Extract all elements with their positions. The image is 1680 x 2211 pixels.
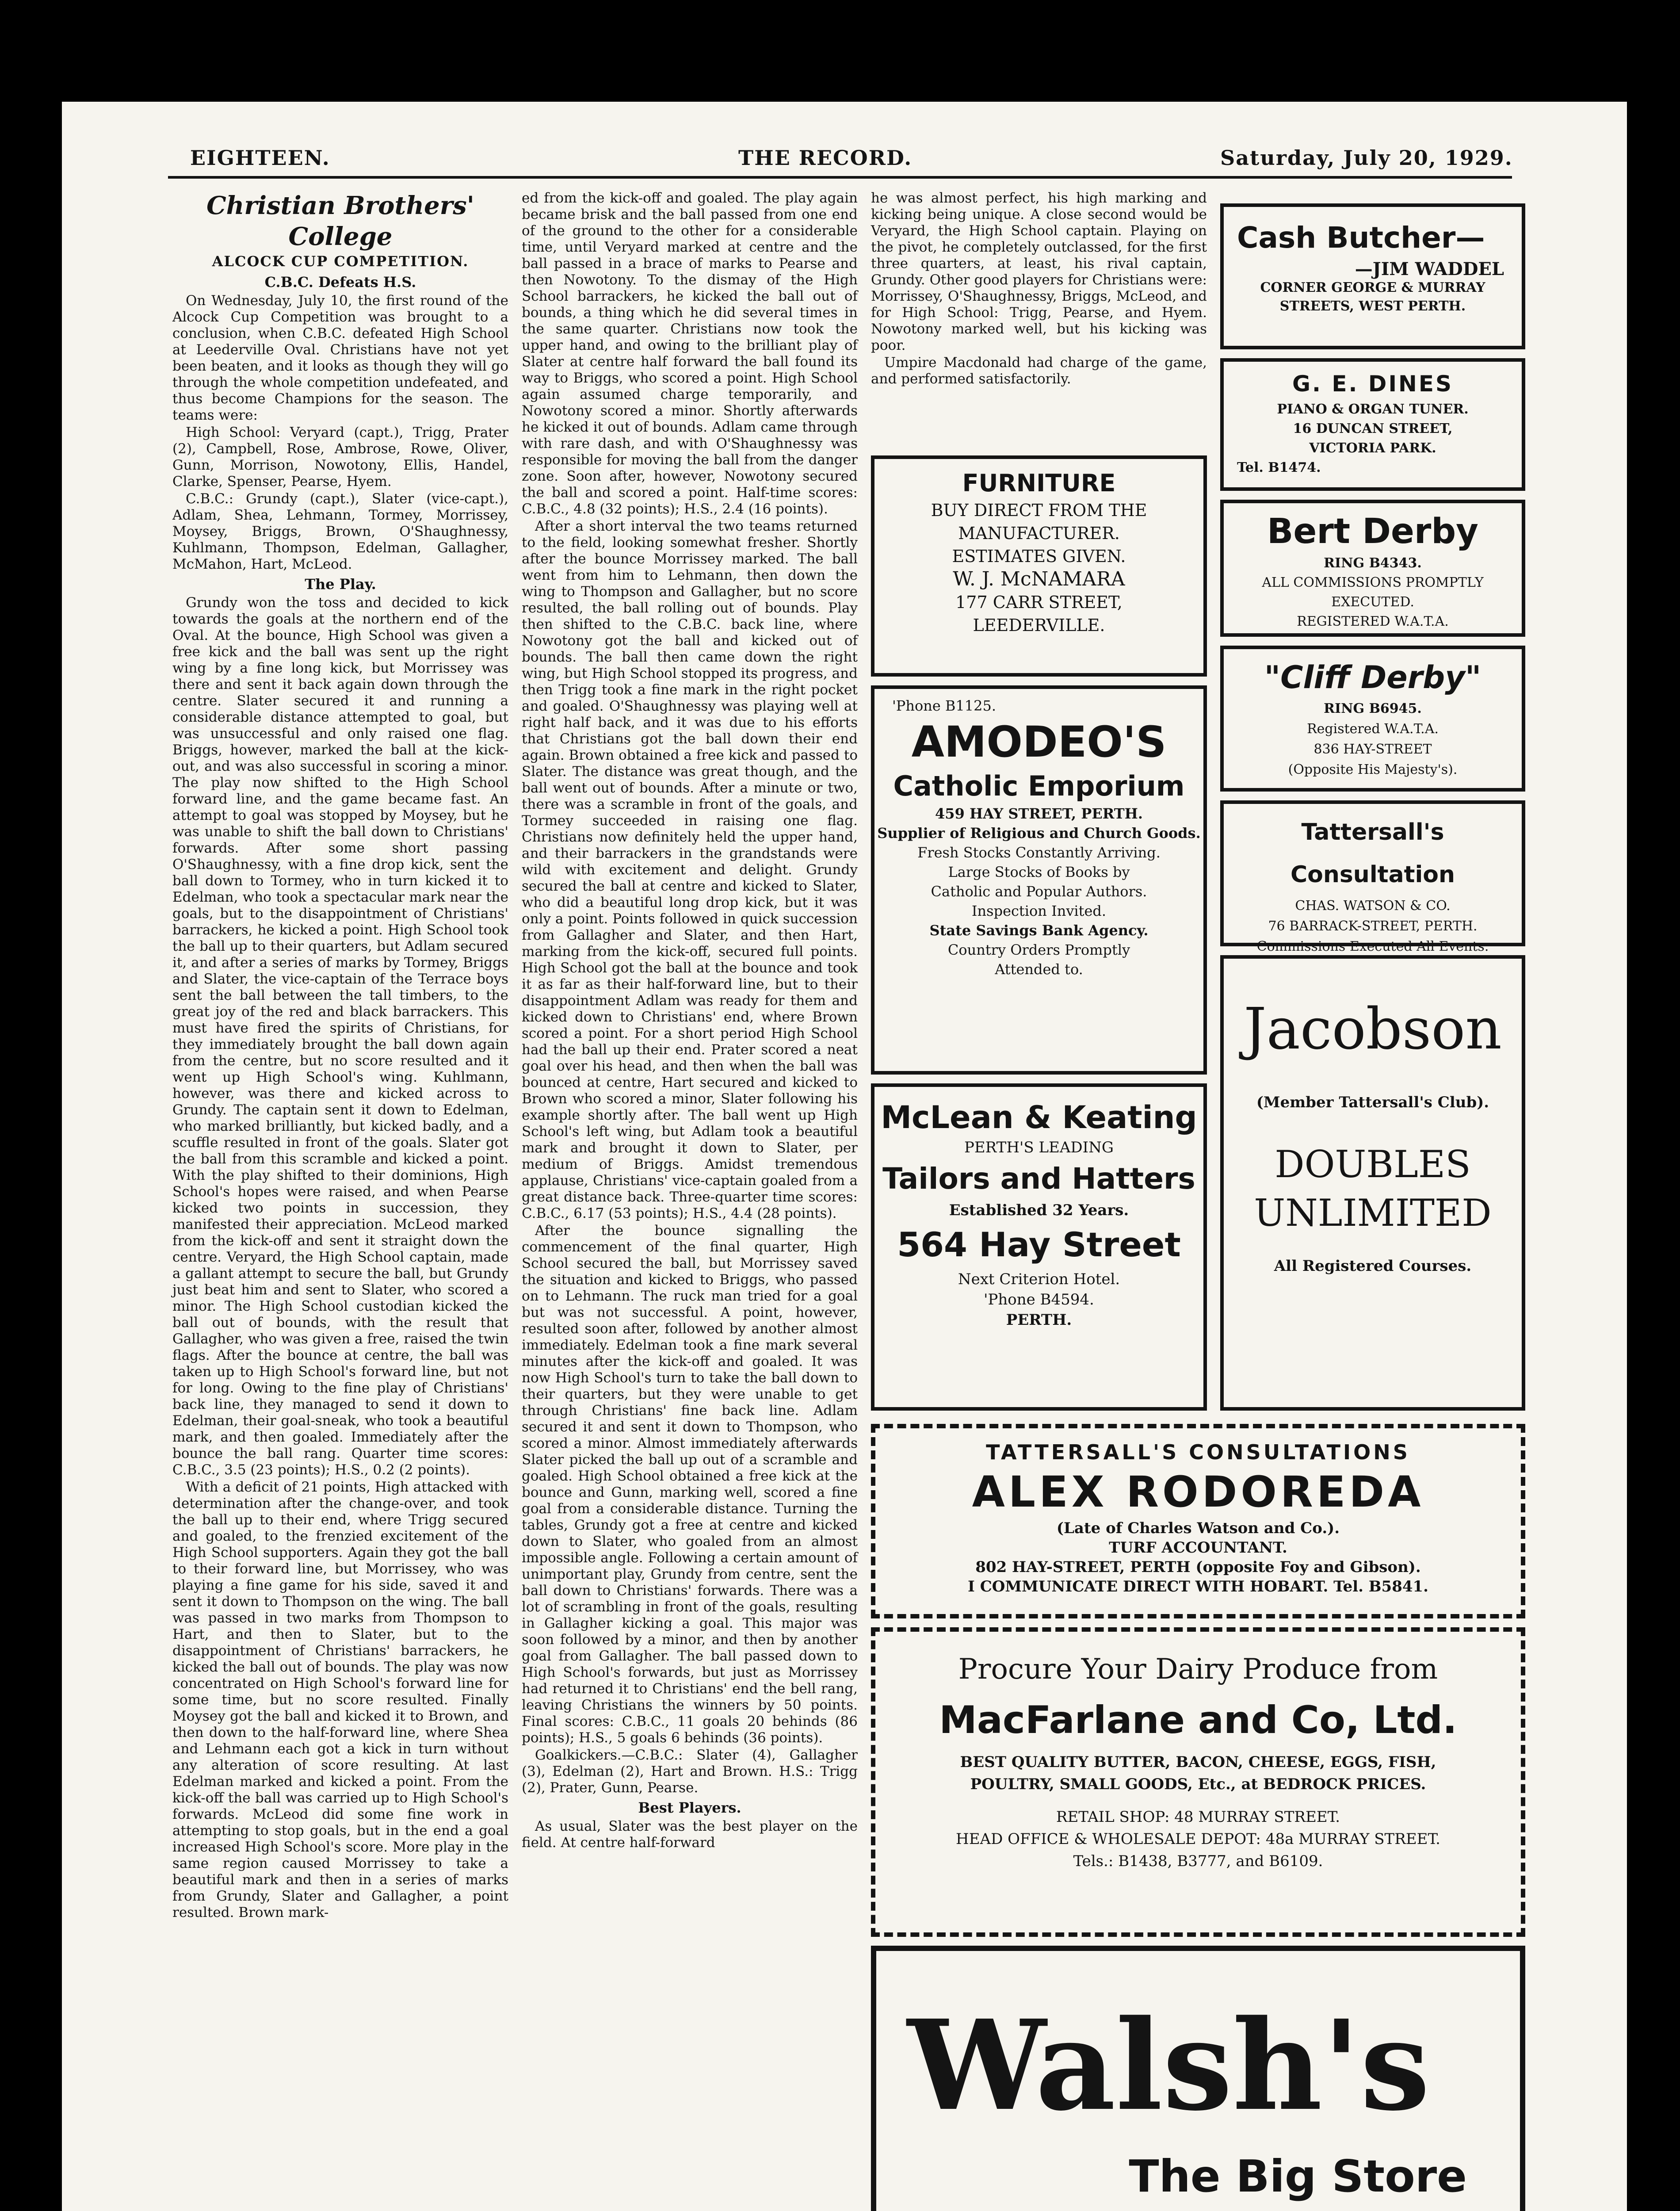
ad-line: Registered W.A.T.A. [1307, 721, 1439, 737]
ad-line: Supplier of Religious and Church Goods. [877, 825, 1201, 842]
ad-line: 459 HAY STREET, PERTH. [935, 805, 1143, 822]
ad-line: 'Phone B4594. [984, 1291, 1094, 1308]
ad-line [876, 2207, 1520, 2211]
ad-line: ALL COMMISSIONS PROMPTLY [1262, 575, 1484, 590]
ad-line: BUY DIRECT FROM THE [931, 501, 1147, 520]
ad-line: (Late of Charles Watson and Co.). [1056, 1519, 1340, 1537]
ad-title: McLean & Keating [881, 1099, 1197, 1136]
ad-cliff-derby [1220, 646, 1525, 792]
ad-tattersalls-consultation [1220, 800, 1525, 954]
ad-cash-butcher [1220, 203, 1525, 349]
ad-title: Walsh's [907, 1993, 1430, 2138]
newspaper-page [62, 102, 1627, 2211]
ad-line: All Registered Courses. [1274, 1257, 1472, 1275]
paragraph: With a deficit of 21 points, High attacked with determination after the change-over, and took the ball up to their end, where Trigg secured and goaled, to the frenzied excitement of the High School supporters. Again they got the ball to their forward line, but Morrissey, who was playing a fine game for his side, saved it and sent it down to Thompson on the wing. The ball was passed in two marks from Thompson to Hart, and then to Slater, but to the disappointment of Christians' barrackers, he kicked the ball out of bounds. The play was now concentrated on High School's forward line for some time, but no score resulted. Finally Moysey got the ball and kicked it to Brown, and then down to the half-forward line, where Shea and Lehmann each got a kick in turn without any alteration of score resulting. At last Edelman marked and kicked a point. From the kick-off the ball was carried up to High School's forwards. McLeod did some fine work in attempting to stop goals, but in the end a goal increased High School's score. More play in the same region caused Morrissey to take a beautiful mark and then in a series of marks from Grundy, Slater and Gallagher, a point resulted. Brown mark- [172, 1479, 508, 1920]
issue-date: Saturday, July 20, 1929. [1220, 146, 1513, 170]
ad-line: 802 HAY-STREET, PERTH (opposite Foy and Gibson). [975, 1558, 1421, 1576]
ad-line: Fresh Stocks Constantly Arriving. [917, 844, 1161, 861]
ad-mclean-keating [871, 1083, 1207, 1411]
ad-line: 836 HAY-STREET [1313, 742, 1432, 757]
paragraph: After the bounce signalling the commencement of the final quarter, High School secured the ball, but Morrissey saved the situation and kicked to Briggs, who passed on to Lehmann. The ruck man tried for a goal but was not successful. A point, however, resulted soon after, followed by another almost immediately. Edelman took a fine mark several minutes after the kick-off and goaled. It was now High School's turn to take the ball down to their quarters, but they were unable to get through Christians' fine back line. Adlam secured it and sent it down to Thompson, who scored a minor. Almost immediately afterwards Slater picked the ball up out of a scramble and goaled. High School obtained a free kick at the bounce and Gunn, marking well, scored a fine goal from a considerable distance. Turning the tables, Grundy got a free at centre and kicked down to Slater, who goaled from an almost impossible angle. Following a certain amount of unimportant play, Grundy from centre, sent the ball down to Christians' forwards. There was a lot of scrambling in front of the goals, resulting in Gallagher kicking a goal. This major was soon followed by a minor, and then by another goal from Gallagher. The ball passed down to High School's forwards, but just as Morrissey had returned it to Christians' end the bell rang, leaving Christians the winners by 50 points. Final scores: C.B.C., 11 goals 20 behinds (86 points); H.S., 5 goals 6 behinds (36 points). [522, 1223, 858, 1746]
ad-line: Inspection Invited. [971, 903, 1107, 919]
ad-line: Commissions Executed All Events. [1256, 939, 1489, 954]
ad-line: STREETS, WEST PERTH. [1279, 298, 1466, 314]
ad-line: MANUFACTURER. [958, 524, 1120, 543]
paragraph: ed from the kick-off and goaled. The play again became brisk and the ball passed from one end of the ground to the other for a considerable time, until Veryard marked at centre and the ball passed in a brace of marks to Pearse and then Nowotony. To the dismay of the High School barrackers, he kicked the ball out of bounds, a thing which he did several times in the same quarter. Christians now took the upper hand, and owing to the brilliant play of Slater at centre half forward the ball found its way to Briggs, who scored a point. High School again assumed charge temporarily, and Nowotony scored a minor. Shortly afterwards he kicked it out of bounds. Adlam came through with rare dash, and with O'Shaughnessy was responsible for moving the ball from the danger zone. Soon after, however, Nowotony secured the ball and scored a point. Half-time scores: C.B.C., 4.8 (32 points); H.S., 2.4 (16 points). [522, 190, 858, 517]
ad-title: "Cliff Derby" [1264, 659, 1481, 696]
ad-line: 177 CARR STREET, [955, 593, 1123, 612]
section-heading: Best Players. [638, 1799, 741, 1816]
ad-macfarlane [871, 1627, 1525, 1937]
ad-line: VICTORIA PARK. [1309, 440, 1436, 456]
ad-line: TATTERSALL'S CONSULTATIONS [986, 1440, 1410, 1464]
ad-line: PERTH. [1006, 1311, 1072, 1329]
ad-line: 16 DUNCAN STREET, [1293, 421, 1453, 436]
paragraph: C.B.C.: Grundy (capt.), Slater (vice-capt.), Adlam, Shea, Lehmann, Tormey, Morrissey, Moysey, Briggs, Brown, O'Shaughnessy, Kuhlmann, Thompson, Edelman, Gallagher, McMahon, Hart, McLeod. [172, 491, 508, 572]
ad-furniture [871, 455, 1207, 677]
ad-line: ESTIMATES GIVEN. [952, 547, 1126, 566]
ad-amodeo [871, 685, 1207, 1075]
ad-line: Large Stocks of Books by [948, 864, 1130, 880]
paragraph: he was almost perfect, his high marking and kicking being unique. A close second would be Veryard, the High School captain. Playing on the pivot, he completely outclassed, for the first three quarters, at least, his rival captain, Grundy. Other good players for Christians were: Morrissey, O'Shaughnessy, Briggs, McLeod, and for High School: Trigg, Pearse, and Hyem. Nowotony marked well, but his kicking was poor. [871, 190, 1207, 353]
ad-line: RING B4343. [1324, 555, 1422, 571]
ad-dines [1220, 358, 1525, 491]
ad-line: HEAD OFFICE & WHOLESALE DEPOT: 48a MURRAY STREET. [956, 1830, 1440, 1848]
paragraph: High School: Veryard (capt.), Trigg, Prater (2), Campbell, Rose, Ambrose, Rowe, Oliver, Gunn, Morrison, Nowotony, Ellis, Handel, Clarke, Spenser, Pearse, Hyem. [172, 425, 508, 490]
paragraph: Grundy won the toss and decided to kick towards the goals at the northern end of the Oval. At the bounce, High School was given a free kick and the ball was sent up the right wing by a fine long kick, but Morrissey was there and sent it back again down through the centre. Slater secured it and running a considerable distance attempted to goal, but was unsuccessful and only raised one flag. Briggs, however, marked the ball at the kick-out, and was also successful in scoring a minor. The play now shifted to the High School forward line, and the game became fast. An attempt to goal was stopped by Moysey, but he was unable to shift the ball down to Christians' forwards. After some short passing O'Shaughnessy, with a fine drop kick, sent the ball down to Tormey, who in turn kicked it to Edelman, who took a spectacular mark near the goals, but to the disappointment of Christians' barrackers, he kicked a point. High School took the ball up to their quarters, but Adlam secured it, and after a series of marks by Tormey, Briggs and Slater, the vice-captain of the Terrace boys sent the ball between the tall timbers, to the great joy of the red and black barrackers. This must have fired the spirits of Christians, for they immediately brought the ball down again from the centre, but no score resulted and it went up High School's wing. Kuhlmann, however, was there and kicked across to Grundy. The captain sent it down to Edelman, who marked brilliantly, but kicked badly, and a scuffle resulted in front of the goals. Slater got the ball from this scramble and kicked a point. With the play shifted to their dominions, High School's hopes were raised, and when Pearse kicked two points in succession, they manifested their appreciation. McLeod marked from the kick-off and sent it straight down the centre. Veryard, the High School captain, made a gallant attempt to secure the ball, but Grundy just beat him and sent to Slater, who scored a minor. The High School custodian kicked the ball out of bounds, with the result that Gallagher, who was given a free, raised the twin flags. After the bounce at centre, the ball was taken up to High School's forward line, but not for long. Owing to the fine play of Christians' back line, they managed to send it down to Edelman, their goal-sneak, who took a beautiful mark, and then goaled. Immediately after the bounce the ball rang. Quarter time scores: C.B.C., 3.5 (23 points); H.S., 0.2 (2 points). [172, 595, 508, 1478]
ad-title: G. E. DINES [1292, 371, 1454, 397]
ad-line: EXECUTED. [1331, 594, 1414, 610]
ad-line: Tels.: B1438, B3777, and B6109. [1073, 1852, 1323, 1870]
ad-line: LEEDERVILLE. [973, 616, 1105, 635]
article-column-1 [172, 190, 508, 1922]
ad-title: Cash Butcher— [1237, 221, 1485, 255]
article-column-2 [522, 190, 858, 1852]
ad-line: Established 32 Years. [949, 1201, 1129, 1219]
ad-line: CORNER GEORGE & MURRAY [1260, 280, 1485, 295]
ad-title: MacFarlane and Co, Ltd. [939, 1698, 1457, 1742]
ad-line: —JIM WADDEL [1355, 259, 1504, 279]
ad-line: REGISTERED W.A.T.A. [1297, 614, 1449, 629]
ad-line: DOUBLES [1275, 1143, 1471, 1186]
ad-subtitle: Tailors and Hatters [882, 1162, 1195, 1196]
ad-address: 564 Hay Street [897, 1225, 1181, 1264]
ad-line: 76 BARRACK-STREET, PERTH. [1268, 918, 1478, 934]
ad-line: Catholic and Popular Authors. [931, 883, 1147, 900]
ad-line: I COMMUNICATE DIRECT WITH HOBART. Tel. B5841. [968, 1578, 1428, 1595]
section-heading: The Play. [305, 576, 376, 593]
ad-alex-rodoreda [871, 1424, 1525, 1618]
ad-line: PIANO & ORGAN TUNER. [1277, 402, 1469, 417]
ad-line: TURF ACCOUNTANT. [1109, 1539, 1287, 1557]
header-rule [168, 176, 1512, 179]
ad-line: State Savings Bank Agency. [929, 922, 1149, 939]
paragraph: On Wednesday, July 10, the first round of the Alcock Cup Competition was brought to a conclusion, when C.B.C. defeated High School at Leederville Oval. Christians have not yet been beaten, and it looks as though they will go through the whole competition undefeated, and thus become Champions for the season. The teams were: [172, 293, 508, 423]
ad-title: Tattersall's Consultation [1290, 819, 1455, 888]
ad-title: ALEX RODOREDA [972, 1467, 1424, 1517]
ad-line: Next Criterion Hotel. [958, 1270, 1120, 1288]
paragraph: Umpire Macdonald had charge of the game, and performed satisfactorily. [871, 355, 1207, 387]
ad-title: Jacobson [1244, 996, 1502, 1062]
ad-line: (Opposite His Majesty's). [1288, 762, 1458, 777]
ad-line: BEST QUALITY BUTTER, BACON, CHEESE, EGGS, FISH, [960, 1753, 1436, 1771]
ad-line: RETAIL SHOP: 48 MURRAY STREET. [1056, 1808, 1340, 1826]
ad-line: Procure Your Dairy Produce from [958, 1653, 1438, 1686]
paragraph: As usual, Slater was the best player on the field. At centre half-forward [522, 1818, 858, 1851]
page-number: EIGHTEEN. [190, 146, 330, 170]
ad-title: Bert Derby [1267, 512, 1479, 551]
article-headline: C.B.C. Defeats H.S. [264, 274, 416, 291]
article-subtitle: ALCOCK CUP COMPETITION. [212, 253, 469, 270]
ad-line: Tel. B1474. [1237, 460, 1321, 475]
article-column-3 [871, 190, 1207, 388]
ad-line: RING B6945. [1324, 701, 1422, 716]
ad-line: (Member Tattersall's Club). [1256, 1094, 1489, 1111]
ad-line: UNLIMITED [1254, 1191, 1492, 1235]
ad-line: Attended to. [995, 961, 1083, 978]
ad-walshs [871, 1946, 1525, 2211]
ad-line: W. J. McNAMARA [953, 568, 1125, 590]
ad-line: CHAS. WATSON & CO. [1295, 898, 1451, 914]
ad-jacobson [1220, 955, 1525, 1411]
ad-title: FURNITURE [962, 469, 1116, 497]
ad-phone: 'Phone B1125. [892, 697, 997, 714]
ad-subtitle: Catholic Emporium [893, 770, 1185, 802]
ad-line: POULTRY, SMALL GOODS, Etc., at BEDROCK PRICES. [970, 1775, 1426, 1793]
ad-bert-derby [1220, 500, 1525, 637]
ad-line: PERTH'S LEADING [964, 1139, 1114, 1156]
ad-title: AMODEO'S [911, 717, 1167, 767]
article-title: Christian Brothers' College [206, 191, 474, 251]
ad-line: Country Orders Promptly [947, 941, 1130, 958]
paragraph: After a short interval the two teams returned to the field, looking somewhat fresher. Shortly after the bounce Morrissey marked. The ball went from him to Lehmann, then down the wing to Thompson and Gallagher, but no score resulted, the ball rolling out of bounds. Play then shifted to the C.B.C. back line, where Nowotony got the ball and kicked out of bounds. The ball then came down the right wing, but High School stopped its progress, and then Trigg took a fine mark in the right pocket and goaled. O'Shaughnessy was playing well at right half back, and it was due to his efforts that Christians got the ball down their end again. Brown obtained a free kick and passed to Slater. The distance was great though, and the ball went out of bounds. After a minute or two, there was a scramble in front of the goals, and Tormey succeeded in raising one flag. Christians now definitely held the upper hand, and their barrackers in the grandstands were wild with excitement and delight. Grundy secured the ball at centre and kicked to Slater, who did a beautiful long drop kick, but it was only a point. Points followed in quick succession from Gallagher and Slater, and then Hart, marking from the kick-off, secured full points. High School got the ball at the bounce and took it as far as their half-forward line, but to their disappointment Adlam was ready for them and kicked down to Christians' end, where Brown scored a point. For a short period High School had the ball up their end. Prater scored a neat goal over his head, and then when the ball was bounced at centre, Hart secured and kicked to Brown who scored a minor, Slater following his example shortly after. The ball went up High School's left wing, but Adlam took a beautiful mark and brought it down to Slater, per medium of Briggs. Amidst tremendous applause, Christians' vice-captain goaled from a great distance back. Three-quarter time scores: C.B.C., 6.17 (53 points); H.S., 4.4 (28 points). [522, 518, 858, 1221]
masthead: THE RECORD. [738, 146, 913, 170]
ad-line: The Big Store [1129, 2150, 1467, 2202]
paragraph: Goalkickers.—C.B.C.: Slater (4), Gallagher (3), Edelman (2), Hart and Brown. H.S.: Trigg (2), Prater, Gunn, Pearse. [522, 1747, 858, 1796]
